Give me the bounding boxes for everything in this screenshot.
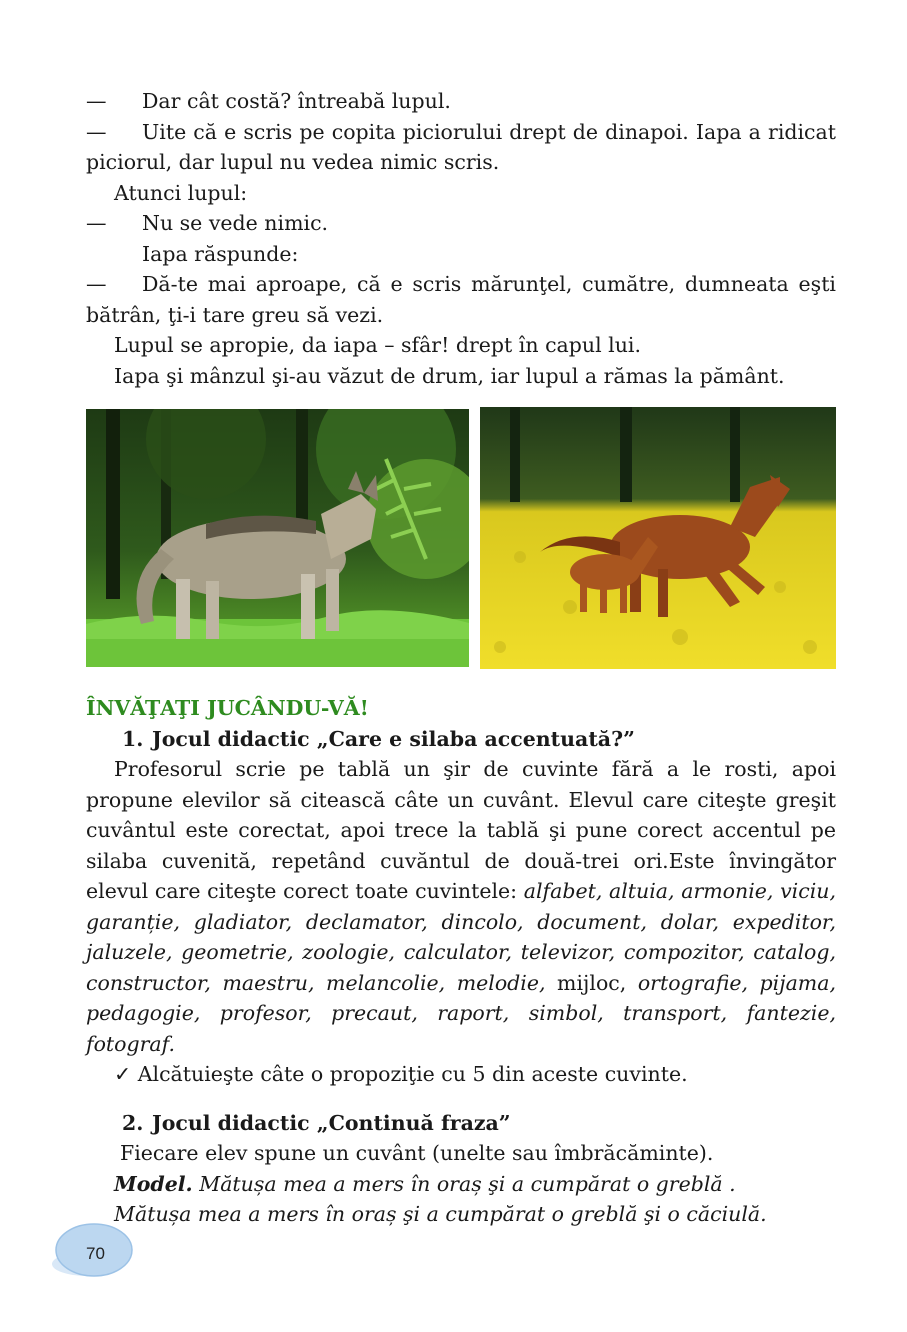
story-text: Dar cât costă? întreabă lupul. [142, 89, 451, 113]
photo-row [86, 409, 836, 671]
section-heading: ÎNVĂŢAŢI JUCÂNDU-VĂ! [86, 696, 369, 720]
story-line: Iapa răspunde: [142, 241, 299, 266]
story-line [86, 117, 836, 178]
horse-photo [480, 407, 836, 669]
game1-title-text: Jocul didactic „Care e silaba accentuată?” [152, 726, 635, 751]
story-line [86, 269, 836, 330]
story-line: Atunci lupul: [114, 180, 248, 205]
game1-text: Profesorul scrie pe tablă un şir de cuvinte fără a le rosti, apoi propune elevilor să citească câte un cuvânt. Elevul care citeşte greşit cuvântul este corectat, apoi trece la tablă şi pune corect accentul pe silaba cuvenită, repetând cuvăntul de două-trei ori.Este învingător elevul care citeşte corect toate cuvintele: [86, 757, 836, 903]
game2-number: 2. [122, 1110, 144, 1135]
story-line [86, 86, 836, 117]
dialogue-dash: — [86, 89, 107, 113]
story-line [86, 208, 836, 239]
game1-paragraph [86, 754, 836, 1059]
story-line: Iapa şi mânzul şi-au văzut de drum, iar lupul a rămas la pământ. [114, 363, 785, 388]
game1-word-plain: mijloc, [557, 970, 627, 995]
dialogue-dash: — [86, 272, 107, 296]
game1-task-text: Alcătuieşte câte o propoziţie cu 5 din aceste cuvinte. [137, 1062, 688, 1086]
story-text: Uite că e scris pe copita piciorului drept de dinapoi. Iapa a ridicat piciorul, dar lupul nu vedea nimic scris. [86, 119, 836, 174]
game2-text: Fiecare elev spune un cuvânt (unelte sau îmbrăcăminte). [120, 1141, 714, 1165]
game1-words-italic: alfabet, altuia, armonie, viciu, garanție, gladiator, declamator, dincolo, document, dolar, expeditor, jaluzele, geometrie, zoologie, calculator, televizor, compozitor, catalog, constructor, maestru, melancolie, melodie, [86, 879, 836, 995]
model-sentence-2: Mătușa mea a mers în oraș şi a cumpărat o greblă şi o căciulă. [114, 1202, 767, 1226]
game1-words-italic-2: ortografie, pijama, pedagogie, profesor, precaut, raport, simbol, transport, fantezie, fotograf. [86, 970, 836, 1056]
wolf-photo [86, 409, 469, 667]
story-text: Dă-te mai aproape, că e scris mărunţel, cumătre, dumneata eşti bătrân, ţi-i tare greu să vezi. [86, 272, 836, 327]
story-text: Nu se vede nimic. [142, 211, 329, 235]
game1-title [86, 724, 836, 755]
model-sentence-1: Mătușa mea a mers în oraș şi a cumpărat o greblă . [199, 1171, 736, 1196]
story-line: Lupul se apropie, da iapa – sfâr! drept în capul lui. [114, 333, 642, 357]
game1-task [86, 1059, 836, 1090]
game2-model [86, 1169, 836, 1200]
dialogue-dash: — [86, 119, 107, 144]
game1-number: 1. [122, 726, 144, 751]
game2-title-text: Jocul didactic „Continuă fraza” [152, 1110, 511, 1135]
game2-title [86, 1108, 836, 1139]
page-content [86, 86, 836, 1230]
dialogue-dash: — [86, 211, 107, 235]
model-label: Model. [114, 1171, 193, 1196]
checkmark-icon: ✓ [114, 1062, 132, 1086]
page-number: 70 [86, 1244, 105, 1263]
